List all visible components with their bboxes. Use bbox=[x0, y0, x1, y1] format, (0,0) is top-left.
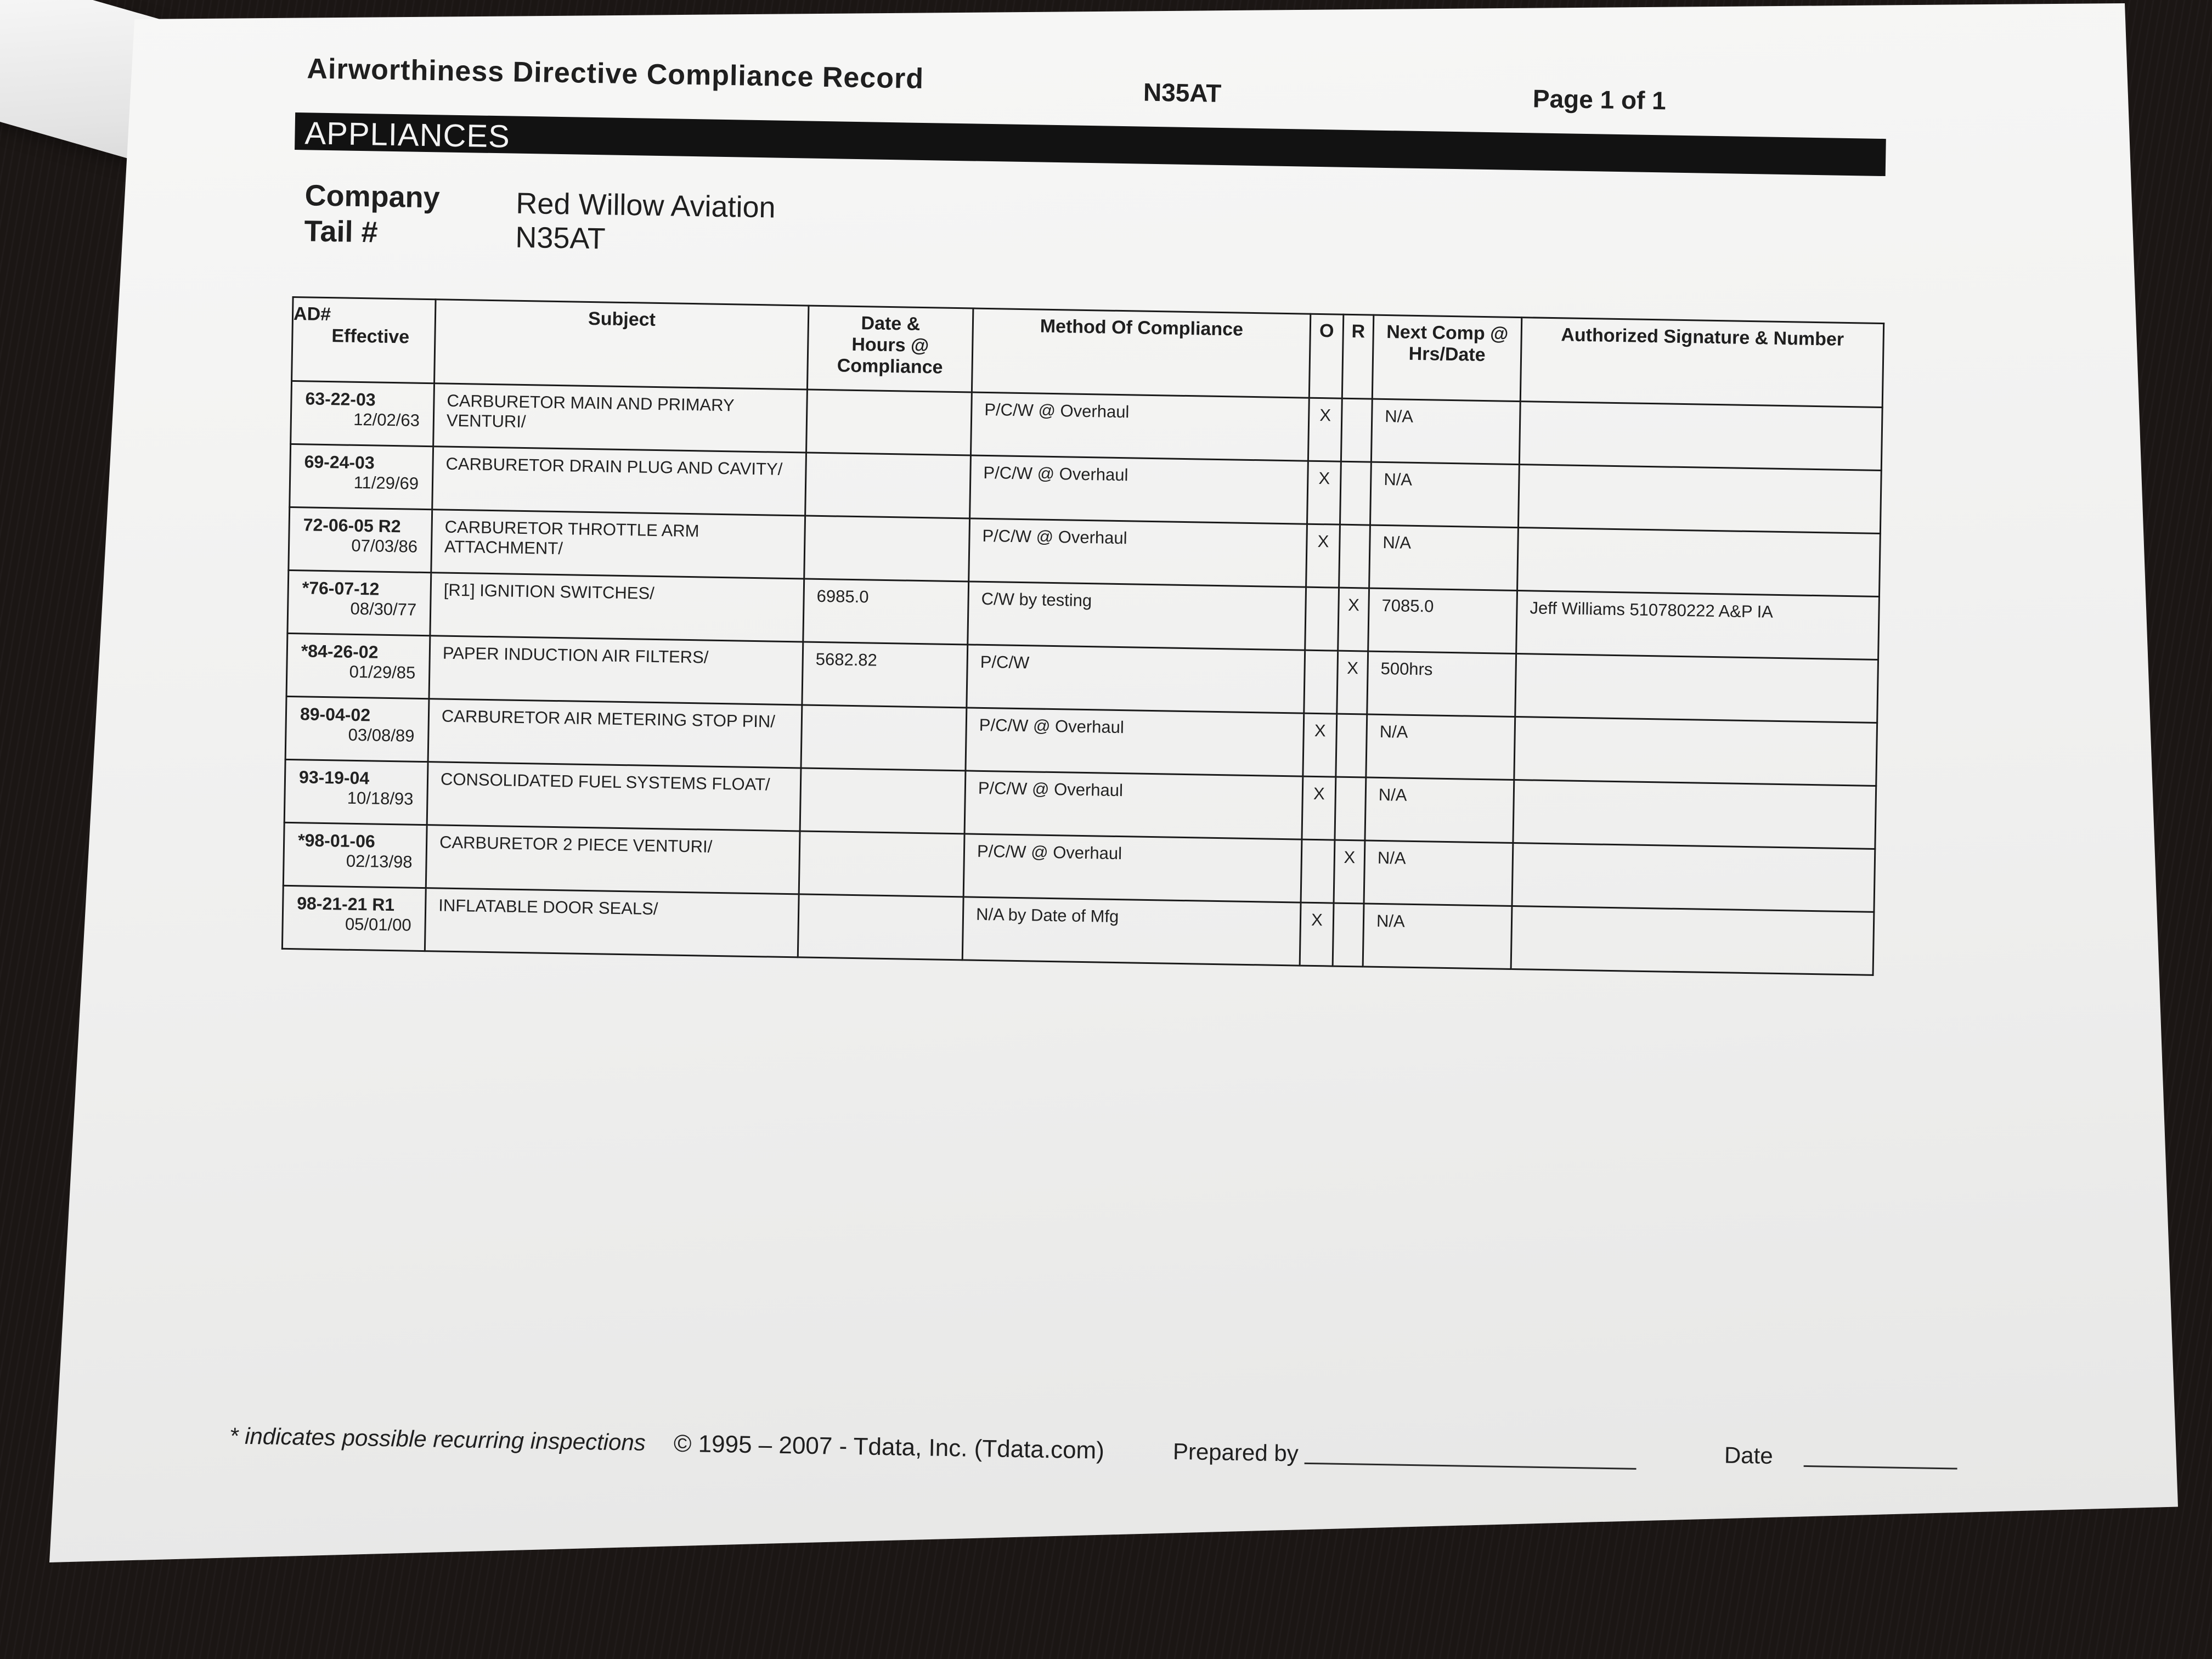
ad-effective-date: 01/29/85 bbox=[349, 662, 416, 682]
cell-date-hours bbox=[804, 516, 970, 582]
cell-o: X bbox=[1303, 713, 1337, 777]
cell-o: X bbox=[1300, 902, 1334, 966]
cell-date-hours bbox=[805, 453, 971, 518]
cell-subject: PAPER INDUCTION AIR FILTERS/ bbox=[429, 636, 803, 705]
cell-date-hours bbox=[799, 831, 964, 897]
cell-ad bbox=[289, 507, 432, 572]
cell-ad bbox=[287, 570, 431, 635]
date-label: Date bbox=[1724, 1442, 1774, 1469]
ad-number: 63-22-03 bbox=[305, 388, 376, 410]
col-header-r: R bbox=[1342, 314, 1374, 399]
cell-next: N/A bbox=[1370, 462, 1519, 527]
cell-ad bbox=[291, 381, 435, 446]
tail-label: Tail # bbox=[304, 215, 379, 249]
cell-next: N/A bbox=[1363, 904, 1512, 969]
cell-o: X bbox=[1302, 776, 1336, 840]
cell-date-hours bbox=[801, 705, 967, 771]
cell-method: P/C/W @ Overhaul bbox=[964, 771, 1303, 839]
cell-r bbox=[1335, 777, 1366, 840]
cell-ad bbox=[290, 444, 433, 509]
cell-signature bbox=[1515, 654, 1878, 723]
col-header-signature: Authorized Signature & Number bbox=[1520, 318, 1883, 408]
page-number: Page 1 of 1 bbox=[1532, 84, 1667, 115]
cell-r bbox=[1339, 524, 1370, 588]
cell-o bbox=[1304, 650, 1338, 714]
ad-effective-date: 03/08/89 bbox=[348, 725, 415, 746]
cell-subject: [R1] IGNITION SWITCHES/ bbox=[430, 573, 804, 642]
col-header-date-hours bbox=[807, 306, 973, 392]
cell-subject: CARBURETOR AIR METERING STOP PIN/ bbox=[428, 699, 802, 768]
cell-r bbox=[1340, 461, 1371, 525]
ad-compliance-table bbox=[281, 296, 1884, 976]
cell-date-hours bbox=[800, 768, 966, 834]
cell-o: X bbox=[1306, 524, 1340, 588]
ad-effective-date: 12/02/63 bbox=[353, 409, 420, 430]
cell-signature bbox=[1511, 906, 1874, 975]
cell-next: 7085.0 bbox=[1368, 588, 1517, 653]
ad-number: 98-21-21 R1 bbox=[296, 893, 395, 915]
cell-method: P/C/W @ Overhaul bbox=[963, 834, 1302, 902]
cell-o: X bbox=[1307, 461, 1341, 524]
cell-method: P/C/W @ Overhaul bbox=[970, 392, 1309, 461]
prepared-by-label: Prepared by bbox=[1172, 1438, 1299, 1466]
cell-date-hours: 6985.0 bbox=[803, 579, 969, 645]
cell-ad bbox=[285, 696, 429, 761]
cell-signature bbox=[1518, 465, 1881, 534]
ad-number: *84-26-02 bbox=[301, 641, 379, 662]
cell-next: 500hrs bbox=[1367, 651, 1516, 716]
cell-signature bbox=[1512, 843, 1875, 912]
cell-signature bbox=[1519, 402, 1882, 471]
ad-effective-date: 08/30/77 bbox=[350, 599, 417, 619]
cell-ad bbox=[282, 885, 426, 951]
cell-o: X bbox=[1308, 398, 1342, 461]
cell-date-hours bbox=[798, 894, 963, 960]
col-header-next-line2: Hrs/Date bbox=[1408, 343, 1486, 366]
tail-value: N35AT bbox=[515, 221, 606, 256]
section-title: APPLIANCES bbox=[304, 115, 511, 155]
col-header-ad-line1: AD# bbox=[293, 303, 331, 325]
cell-signature bbox=[1514, 717, 1877, 786]
ad-number: 93-19-04 bbox=[298, 767, 370, 788]
col-header-ad-line2: Effective bbox=[331, 325, 410, 348]
cell-method: P/C/W @ Overhaul bbox=[966, 708, 1304, 776]
cell-r bbox=[1333, 903, 1364, 967]
cell-r bbox=[1341, 398, 1372, 462]
ad-effective-date: 05/01/00 bbox=[345, 914, 411, 935]
cell-next: N/A bbox=[1371, 399, 1520, 464]
compliance-record-document bbox=[229, 52, 1931, 1505]
ad-effective-date: 02/13/98 bbox=[346, 851, 413, 872]
cell-subject: INFLATABLE DOOR SEALS/ bbox=[425, 888, 799, 957]
col-header-ad bbox=[292, 297, 436, 383]
header-tail-number: N35AT bbox=[1143, 77, 1222, 108]
ad-number: *98-01-06 bbox=[297, 830, 376, 851]
col-header-subject: Subject bbox=[435, 300, 809, 390]
ad-effective-date: 07/03/86 bbox=[351, 535, 418, 556]
ad-number: 72-06-05 R2 bbox=[303, 515, 401, 537]
ad-number: 89-04-02 bbox=[300, 704, 371, 725]
cell-r: X bbox=[1334, 840, 1365, 904]
col-header-next-line1: Next Comp @ bbox=[1386, 321, 1509, 345]
cell-next: N/A bbox=[1366, 714, 1515, 780]
cell-signature: Jeff Williams 510780222 A&P IA bbox=[1516, 591, 1880, 660]
cell-date-hours bbox=[806, 390, 972, 455]
copyright-notice: © 1995 – 2007 - Tdata, Inc. (Tdata.com) bbox=[673, 1430, 1105, 1464]
cell-subject: CARBURETOR 2 PIECE VENTURI/ bbox=[426, 825, 800, 894]
cell-signature bbox=[1517, 528, 1881, 597]
ad-number: *76-07-12 bbox=[302, 578, 380, 599]
cell-r: X bbox=[1338, 588, 1369, 651]
cell-signature bbox=[1513, 780, 1876, 849]
ad-effective-date: 11/29/69 bbox=[353, 472, 419, 493]
cell-next: N/A bbox=[1364, 840, 1513, 906]
cell-ad bbox=[283, 822, 427, 888]
col-header-date-line2: Hours @ bbox=[851, 334, 929, 357]
cell-next: N/A bbox=[1365, 777, 1514, 843]
cell-subject: CARBURETOR DRAIN PLUG AND CAVITY/ bbox=[432, 447, 806, 516]
cell-method: P/C/W @ Overhaul bbox=[969, 518, 1307, 587]
cell-ad bbox=[284, 759, 428, 825]
cell-next: N/A bbox=[1369, 525, 1519, 590]
cell-date-hours: 5682.82 bbox=[802, 642, 968, 708]
ad-effective-date: 10/18/93 bbox=[347, 788, 414, 809]
col-header-method: Method Of Compliance bbox=[972, 308, 1310, 398]
cell-r: X bbox=[1337, 651, 1368, 714]
cell-method: C/W by testing bbox=[968, 582, 1306, 650]
cell-method: N/A by Date of Mfg bbox=[962, 897, 1301, 966]
cell-subject: CARBURETOR MAIN AND PRIMARY VENTURI/ bbox=[433, 383, 808, 453]
cell-subject: CONSOLIDATED FUEL SYSTEMS FLOAT/ bbox=[427, 762, 801, 831]
cell-r bbox=[1336, 714, 1367, 777]
cell-o bbox=[1301, 839, 1335, 903]
company-value: Red Willow Aviation bbox=[515, 187, 776, 224]
document-title: Airworthiness Directive Compliance Record bbox=[307, 53, 924, 95]
col-header-o: O bbox=[1309, 314, 1344, 398]
cell-method: P/C/W bbox=[967, 645, 1305, 713]
col-header-next bbox=[1372, 315, 1521, 401]
cell-method: P/C/W @ Overhaul bbox=[970, 455, 1308, 524]
prepared-by-signature-line bbox=[1305, 1463, 1637, 1470]
ad-number: 69-24-03 bbox=[304, 452, 375, 473]
col-header-date-line3: Compliance bbox=[837, 355, 943, 378]
col-header-date-line1: Date & bbox=[861, 313, 921, 335]
recurring-inspection-note: * indicates possible recurring inspections bbox=[229, 1423, 646, 1455]
cell-ad bbox=[286, 633, 430, 698]
section-band bbox=[295, 112, 1886, 176]
cell-o bbox=[1305, 587, 1339, 651]
cell-subject: CARBURETOR THROTTLE ARM ATTACHMENT/ bbox=[431, 510, 805, 579]
company-label: Company bbox=[304, 179, 441, 215]
